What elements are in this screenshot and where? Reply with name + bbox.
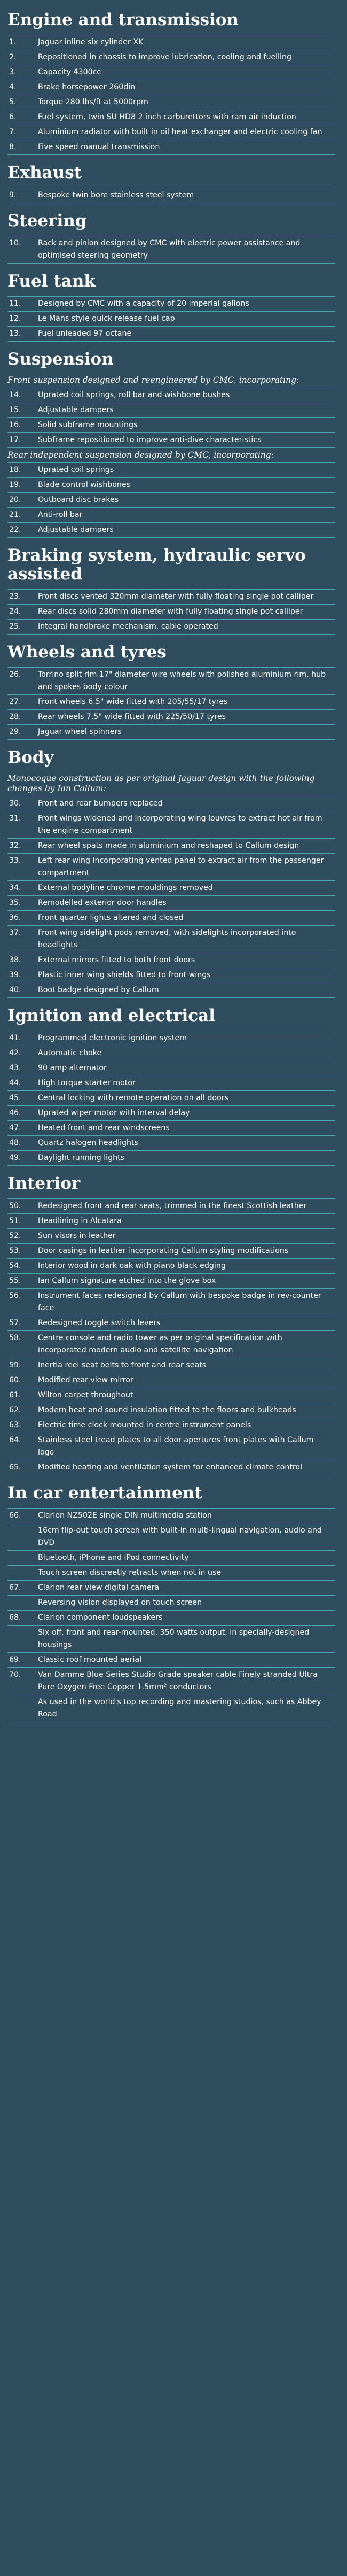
- spec-item-text: Uprated coil springs, roll bar and wishbone bushes: [38, 391, 230, 399]
- spec-item-number: 1.: [9, 38, 17, 47]
- spec-item-text: Torrino split rim 17" diameter wire wheels with polished aluminium rim, hub and spokes body colour: [38, 670, 326, 691]
- spec-item-number: [7, 1696, 38, 1721]
- spec-item-number: 33.: [9, 856, 21, 865]
- spec-item-text: Designed by CMC with a capacity of 20 imperial gallons: [38, 299, 249, 308]
- section-title: Braking system, hydraulic servo assisted: [7, 546, 306, 584]
- spec-item-number: 30.: [9, 799, 21, 808]
- spec-item-number: 16.: [9, 421, 21, 429]
- spec-item-text: Central locking with remote operation on all doors: [38, 1094, 228, 1102]
- section-title: Fuel tank: [7, 272, 96, 291]
- spec-item: [7, 1508, 335, 1523]
- spec-list: [7, 296, 335, 342]
- spec-item-number: 51.: [9, 1217, 21, 1225]
- spec-item-text: Sun visors in leather: [38, 1232, 116, 1240]
- spec-item-text: 16cm flip-out touch screen with built-in multi-lingual navigation, audio and DVD: [38, 1526, 322, 1547]
- spec-section: [0, 640, 347, 740]
- spec-item-number: 5.: [9, 98, 17, 106]
- spec-item-number: 55.: [9, 1277, 21, 1285]
- spec-item-number: [7, 1567, 38, 1579]
- spec-item-number: 64.: [9, 1436, 21, 1444]
- spec-item-number: 10.: [9, 239, 21, 247]
- spec-item: [7, 968, 335, 983]
- section-title: Suspension: [7, 350, 114, 369]
- spec-item: [7, 140, 335, 155]
- spec-item: [7, 1373, 335, 1388]
- spec-item: [7, 492, 335, 507]
- spec-item-text: Centre console and radio tower as per original specification with incorporated modern audio and satellite navigation: [38, 1334, 282, 1355]
- spec-item-text: Programmed electronic ignition system: [38, 1034, 187, 1042]
- spec-item-number: 68.: [9, 1613, 21, 1622]
- spec-item: [7, 477, 335, 492]
- section-title: In car entertainment: [7, 1483, 202, 1503]
- spec-item-text: Outboard disc brakes: [38, 496, 119, 504]
- spec-item-text: Heated front and rear windscreens: [38, 1124, 170, 1132]
- spec-item-text: As used in the world's top recording and mastering studios, such as Abbey Road: [38, 1698, 321, 1719]
- spec-section: [0, 7, 347, 155]
- spec-item-text: 90 amp alternator: [38, 1064, 107, 1072]
- spec-item: [7, 326, 335, 342]
- spec-item-number: 15.: [9, 406, 21, 414]
- spec-item-number: 43.: [9, 1064, 21, 1072]
- spec-item-text: Ian Callum signature etched into the glove box: [38, 1277, 216, 1285]
- spec-item-number: 52.: [9, 1232, 21, 1240]
- spec-item-text: Front discs vented 320mm diameter with fully floating single pot calliper: [38, 592, 314, 601]
- spec-item-text: Aluminium radiator with built in oil heat exchanger and electric cooling fan: [38, 128, 322, 136]
- spec-item-number: 53.: [9, 1247, 21, 1255]
- spec-item-text: Daylight running lights: [38, 1154, 125, 1162]
- spec-item-number: 6.: [9, 113, 17, 121]
- spec-item: [7, 1135, 335, 1150]
- spec-item-number: 48.: [9, 1139, 21, 1147]
- spec-item-text: Five speed manual transmission: [38, 143, 160, 151]
- spec-item-text: Wilton carpet throughout: [38, 1391, 133, 1399]
- spec-item: [7, 1667, 335, 1695]
- spec-item: [7, 895, 335, 910]
- spec-item-text: Redesigned front and rear seats, trimmed in the finest Scottish leather: [38, 1202, 307, 1210]
- spec-item-text: Modern heat and sound insulation fitted to the floors and bulkheads: [38, 1406, 296, 1414]
- spec-list: [7, 35, 335, 155]
- spec-item-number: 56.: [9, 1291, 21, 1300]
- spec-section: [0, 1003, 347, 1166]
- spec-item: [7, 1316, 335, 1330]
- spec-item-number: 11.: [9, 299, 21, 308]
- spec-item: [7, 236, 335, 264]
- spec-item: [7, 125, 335, 140]
- spec-item-text: Subframe repositioned to improve anti-dive characteristics: [38, 436, 262, 444]
- spec-item: [7, 1625, 335, 1652]
- spec-item-number: [7, 1627, 38, 1651]
- spec-item-number: 4.: [9, 83, 17, 91]
- spec-item: [7, 1090, 335, 1105]
- spec-item: [7, 35, 335, 50]
- spec-item-number: 47.: [9, 1124, 21, 1132]
- spec-item-number: 66.: [9, 1511, 21, 1520]
- spec-item-number: 45.: [9, 1094, 21, 1102]
- spec-item-number: 29.: [9, 728, 21, 736]
- spec-item-number: 20.: [9, 496, 21, 504]
- spec-item-number: 34.: [9, 884, 21, 892]
- spec-list: [7, 388, 335, 448]
- spec-item: [7, 95, 335, 110]
- spec-item-number: 17.: [9, 436, 21, 444]
- spec-item-text: Electric time clock mounted in centre instrument panels: [38, 1421, 251, 1429]
- spec-section: [0, 543, 347, 635]
- spec-item-text: Instrument faces redesigned by Callum with bespoke badge in rev-counter face: [38, 1291, 321, 1312]
- spec-item: [7, 1523, 335, 1550]
- spec-item: [7, 188, 335, 203]
- spec-item-number: 3.: [9, 68, 17, 76]
- spec-item-text: Boot badge designed by Callum: [38, 986, 159, 994]
- spec-list: [7, 462, 335, 538]
- section-title: Exhaust: [7, 163, 82, 182]
- spec-item-text: Fuel unleaded 97 octane: [38, 329, 132, 338]
- spec-item-number: 18.: [9, 466, 21, 474]
- spec-item: [7, 388, 335, 403]
- spec-item-number: 7.: [9, 128, 17, 136]
- spec-item-text: Reversing vision displayed on touch screen: [38, 1598, 202, 1607]
- spec-item-text: Bespoke twin bore stainless steel system: [38, 191, 194, 199]
- spec-item-number: 70.: [9, 1670, 21, 1679]
- spec-item: [7, 1031, 335, 1046]
- spec-item: [7, 1652, 335, 1667]
- section-title: Steering: [7, 211, 87, 230]
- spec-item-text: Quartz halogen headlights: [38, 1139, 139, 1147]
- section-subheading: Monocoque construction as per original Jaguar design with the following changes by Ian Callum:: [7, 773, 315, 793]
- spec-item: [7, 589, 335, 604]
- spec-item-number: 54.: [9, 1262, 21, 1270]
- spec-item: [7, 1388, 335, 1403]
- spec-item: [7, 925, 335, 953]
- spec-item-number: 2.: [9, 53, 17, 61]
- spec-item: [7, 1288, 335, 1316]
- spec-item-text: Anti-roll bar: [38, 510, 83, 519]
- spec-item-text: Classic roof mounted aerial: [38, 1656, 142, 1664]
- spec-item: [7, 1580, 335, 1595]
- spec-item-text: Solid subframe mountings: [38, 421, 138, 429]
- spec-item: [7, 1418, 335, 1433]
- spec-item-number: [7, 1552, 38, 1564]
- spec-item-text: Left rear wing incorporating vented panel to extract air from the passenger compartment: [38, 856, 324, 877]
- spec-item-text: Fuel system, twin SU HD8 2 inch carburettors with ram air induction: [38, 113, 296, 121]
- section-title: Wheels and tyres: [7, 643, 167, 662]
- spec-item-number: [7, 1525, 38, 1549]
- spec-section: [0, 347, 347, 538]
- section-title: Interior: [7, 1174, 81, 1193]
- section-title: Engine and transmission: [7, 10, 239, 29]
- spec-item-text: Jaguar inline six cylinder XK: [38, 38, 144, 47]
- spec-item-number: 25.: [9, 622, 21, 631]
- spec-item-number: 21.: [9, 510, 21, 519]
- spec-item-number: 8.: [9, 143, 17, 151]
- spec-item-text: Rear wheels 7.5" wide fitted with 225/50/17 tyres: [38, 713, 226, 721]
- spec-item-text: Clarion NZ502E single DIN multimedia station: [38, 1511, 212, 1520]
- spec-item: [7, 1213, 335, 1228]
- spec-item: [7, 1243, 335, 1258]
- spec-list: [7, 1031, 335, 1166]
- spec-item-text: Rear discs solid 280mm diameter with fully floating single pot calliper: [38, 607, 303, 616]
- spec-item: [7, 838, 335, 853]
- section-title: Body: [7, 748, 54, 767]
- spec-item: [7, 296, 335, 311]
- spec-item: [7, 522, 335, 538]
- spec-item-number: 58.: [9, 1334, 21, 1342]
- spec-item-number: 19.: [9, 481, 21, 489]
- spec-item-text: Interior wood in dark oak with piano black edging: [38, 1262, 226, 1270]
- spec-item-text: Remodelled exterior door handles: [38, 899, 167, 907]
- spec-item: [7, 983, 335, 998]
- spec-item-number: 14.: [9, 391, 21, 399]
- spec-item-text: Capacity 4300cc: [38, 68, 101, 76]
- spec-item-text: Six off, front and rear-mounted, 350 watts output, in specially-designed housings: [38, 1628, 310, 1649]
- spec-item-text: Uprated wiper motor with interval delay: [38, 1109, 190, 1117]
- spec-item-number: 24.: [9, 607, 21, 616]
- spec-item-number: 28.: [9, 713, 21, 721]
- spec-item-text: Front quarter lights altered and closed: [38, 914, 184, 922]
- spec-list: [7, 1198, 335, 1475]
- spec-item: [7, 853, 335, 880]
- spec-item: [7, 1433, 335, 1460]
- spec-list: [7, 796, 335, 998]
- spec-item-number: 26.: [9, 670, 21, 679]
- spec-item: [7, 65, 335, 80]
- spec-item-number: 13.: [9, 329, 21, 338]
- spec-item: [7, 80, 335, 95]
- spec-section: [0, 269, 347, 342]
- spec-item: [7, 403, 335, 417]
- spec-item: [7, 1595, 335, 1610]
- spec-item-number: 61.: [9, 1391, 21, 1399]
- spec-list: [7, 236, 335, 264]
- spec-item-number: 65.: [9, 1463, 21, 1472]
- spec-item-text: Automatic choke: [38, 1049, 102, 1057]
- spec-item-text: Brake horsepower 260din: [38, 83, 136, 91]
- spec-item: [7, 1150, 335, 1166]
- spec-item: [7, 619, 335, 635]
- spec-item-text: Headlining in Alcatara: [38, 1217, 122, 1225]
- spec-item-number: 38.: [9, 956, 21, 964]
- spec-item-text: Inertia reel seat belts to front and rear seats: [38, 1361, 207, 1370]
- spec-item-text: Stainless steel tread plates to all door apertures front plates with Callum logo: [38, 1436, 314, 1457]
- spec-item: [7, 1076, 335, 1090]
- spec-item-number: 40.: [9, 986, 21, 994]
- spec-item-number: 60.: [9, 1376, 21, 1384]
- spec-item-number: 12.: [9, 314, 21, 323]
- spec-section: [0, 1171, 347, 1475]
- spec-item-text: Le Mans style quick release fuel cap: [38, 314, 175, 323]
- spec-section: [0, 1481, 347, 1722]
- spec-item-text: Front wing sidelight pods removed, with sidelights incorporated into headlights: [38, 929, 296, 949]
- section-subheading: Front suspension designed and reengineered by CMC, incorporating:: [7, 375, 299, 385]
- spec-item-text: Repositioned in chassis to improve lubrication, cooling and fuelling: [38, 53, 291, 61]
- spec-item: [7, 462, 335, 477]
- spec-item-number: 44.: [9, 1079, 21, 1087]
- spec-section: [0, 745, 347, 998]
- spec-item-text: Touch screen discreetly retracts when not in use: [38, 1568, 222, 1577]
- spec-item-text: High torque starter motor: [38, 1079, 136, 1087]
- spec-item-number: 50.: [9, 1202, 21, 1210]
- spec-item: [7, 1695, 335, 1722]
- spec-item-number: 59.: [9, 1361, 21, 1370]
- spec-item-number: 32.: [9, 841, 21, 850]
- spec-item-text: External bodyline chrome mouldings removed: [38, 884, 213, 892]
- spec-item-number: [7, 1597, 38, 1609]
- spec-item: [7, 1105, 335, 1120]
- spec-item: [7, 417, 335, 432]
- spec-item: [7, 507, 335, 522]
- spec-section: [0, 208, 347, 264]
- spec-item-text: Van Damme Blue Series Studio Grade speaker cable Finely stranded Ultra Pure Oxygen Free Copper 1.5mm² conductors: [38, 1670, 318, 1691]
- spec-item: [7, 1550, 335, 1565]
- spec-item-number: 41.: [9, 1034, 21, 1042]
- spec-item-number: 57.: [9, 1319, 21, 1327]
- spec-item: [7, 1120, 335, 1135]
- spec-item-number: 67.: [9, 1583, 21, 1592]
- spec-item: [7, 1273, 335, 1288]
- spec-item-number: 62.: [9, 1406, 21, 1414]
- spec-item-number: 49.: [9, 1154, 21, 1162]
- spec-item-text: Uprated coil springs: [38, 466, 114, 474]
- spec-item-text: Front wheels 6.5" wide fitted with 205/55/17 tyres: [38, 698, 228, 706]
- spec-list: [7, 589, 335, 635]
- spec-item-text: Plastic inner wing shields fitted to front wings: [38, 971, 211, 979]
- spec-item-text: Adjustable dampers: [38, 525, 114, 534]
- spec-item-number: 9.: [9, 191, 17, 199]
- spec-item: [7, 1403, 335, 1418]
- spec-item: [7, 724, 335, 740]
- spec-item-text: Integral handbrake mechanism, cable operated: [38, 622, 218, 631]
- spec-item: [7, 1046, 335, 1061]
- spec-item-text: Adjustable dampers: [38, 406, 114, 414]
- spec-item: [7, 1358, 335, 1373]
- spec-item: [7, 432, 335, 448]
- spec-item: [7, 50, 335, 65]
- spec-item-text: External mirrors fitted to both front doors: [38, 956, 195, 964]
- spec-item-text: Blade control wishbones: [38, 481, 131, 489]
- spec-item-number: 35.: [9, 899, 21, 907]
- spec-item: [7, 1258, 335, 1273]
- spec-item-text: Jaguar wheel spinners: [38, 728, 122, 736]
- spec-list: [7, 1508, 335, 1722]
- spec-item: [7, 1228, 335, 1243]
- spec-item: [7, 110, 335, 125]
- spec-item-text: Rear wheel spats made in aluminium and reshaped to Callum design: [38, 841, 299, 850]
- spec-item-number: 69.: [9, 1656, 21, 1664]
- spec-item: [7, 1460, 335, 1475]
- spec-item: [7, 311, 335, 326]
- spec-item-number: 31.: [9, 814, 21, 823]
- spec-item: [7, 1198, 335, 1213]
- spec-item: [7, 1330, 335, 1358]
- section-subheading: Rear independent suspension designed by CMC, incorporating:: [7, 450, 274, 460]
- spec-item-number: 39.: [9, 971, 21, 979]
- spec-item: [7, 953, 335, 968]
- spec-item: [7, 694, 335, 709]
- spec-item-text: Front and rear bumpers replaced: [38, 799, 163, 808]
- spec-item-number: 37.: [9, 929, 21, 937]
- spec-item-number: 36.: [9, 914, 21, 922]
- spec-item: [7, 1610, 335, 1625]
- spec-item-text: Modified heating and ventilation system for enhanced climate control: [38, 1463, 303, 1472]
- spec-item: [7, 910, 335, 925]
- spec-item-text: Door casings in leather incorporating Callum styling modifications: [38, 1247, 289, 1255]
- spec-list: [7, 188, 335, 203]
- spec-item: [7, 604, 335, 619]
- spec-item-text: Bluetooth, iPhone and iPod connectivity: [38, 1553, 189, 1562]
- section-title: Ignition and electrical: [7, 1006, 215, 1025]
- spec-item: [7, 796, 335, 811]
- spec-item-number: 27.: [9, 698, 21, 706]
- spec-item-text: Rack and pinion designed by CMC with electric power assistance and optimised steering geometry: [38, 239, 301, 260]
- spec-item-number: 23.: [9, 592, 21, 601]
- spec-item-text: Clarion rear view digital camera: [38, 1583, 160, 1592]
- spec-item: [7, 811, 335, 838]
- spec-item: [7, 1565, 335, 1580]
- spec-item-number: 63.: [9, 1421, 21, 1429]
- spec-list: [7, 667, 335, 740]
- spec-item-text: Modified rear view mirror: [38, 1376, 133, 1384]
- spec-section: [0, 160, 347, 203]
- spec-item-number: 42.: [9, 1049, 21, 1057]
- spec-item-text: Torque 280 lbs/ft at 5000rpm: [38, 98, 148, 106]
- spec-item-text: Front wings widened and incorporating wing louvres to extract hot air from the engine compartment: [38, 814, 322, 835]
- spec-item: [7, 1061, 335, 1076]
- spec-item-number: 46.: [9, 1109, 21, 1117]
- spec-item: [7, 709, 335, 724]
- spec-item-text: Clarion component loudspeakers: [38, 1613, 163, 1622]
- spec-item: [7, 880, 335, 895]
- spec-item-text: Redesigned toggle switch levers: [38, 1319, 161, 1327]
- spec-item-number: 22.: [9, 525, 21, 534]
- spec-item: [7, 667, 335, 694]
